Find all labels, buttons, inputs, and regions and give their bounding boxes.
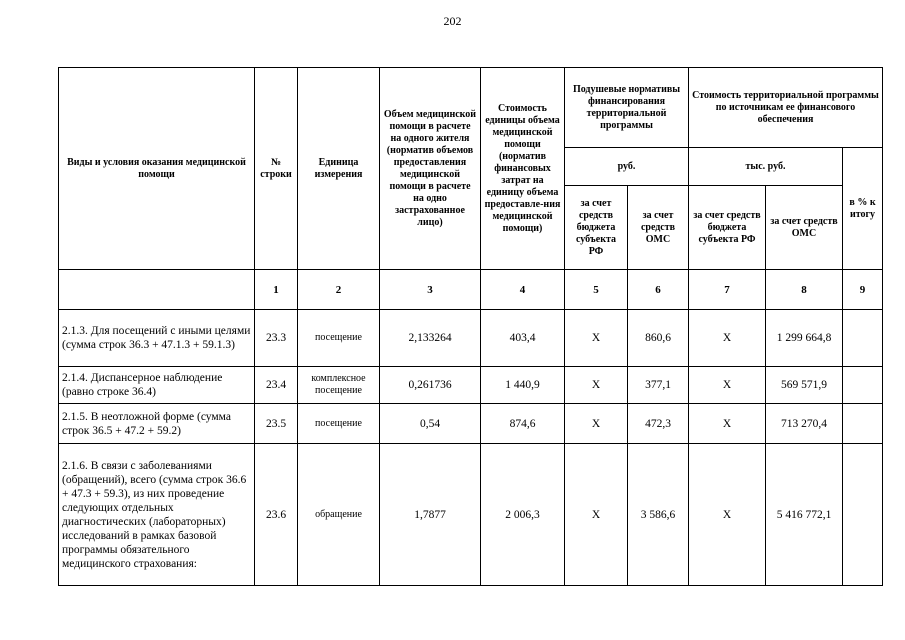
header-unit-rub: руб.: [565, 148, 689, 186]
column-number: 4: [481, 270, 565, 310]
header-line-no: № строки: [255, 68, 298, 270]
row-percent: [843, 310, 883, 367]
column-number: 6: [628, 270, 689, 310]
table-row: [59, 404, 883, 444]
row-line-no: 23.3: [255, 310, 298, 367]
row-oms-rub: 860,6: [628, 310, 689, 367]
page-number: 202: [443, 14, 462, 28]
header-oms-rub: за счет средств ОМС: [628, 186, 689, 270]
header-volume: Объем медицинской помощи в расчете на одного жителя (норматив объемов предоставления медицинской помощи в расчете на одно застрахованное лицо): [380, 68, 481, 270]
row-budget-rub: X: [565, 367, 628, 404]
row-budget-thous: X: [689, 404, 766, 444]
row-line-no: 23.4: [255, 367, 298, 404]
row-name: 2.1.6. В связи с заболеваниями (обращений), всего (сумма строк 36.6 + 47.3 + 59.3), из них проведение следующих отдельных диагностических (лабораторных) исследований в рамках базовой программы обязательного медицинского страхования:: [59, 444, 255, 586]
row-oms-thous: 5 416 772,1: [766, 444, 843, 586]
row-unit-cost: 1 440,9: [481, 367, 565, 404]
header-unit-cost: Стоимость единицы объема медицинской помощи (норматив финансовых затрат на единицу объема предоставле-ния медицинской помощи): [481, 68, 565, 270]
column-numbers-row: [59, 270, 883, 310]
row-oms-thous: 1 299 664,8: [766, 310, 843, 367]
column-number: 1: [255, 270, 298, 310]
table-row: [59, 310, 883, 367]
row-unit: посещение: [298, 310, 380, 367]
row-budget-thous: X: [689, 310, 766, 367]
column-number: [59, 270, 255, 310]
row-volume: 1,7877: [380, 444, 481, 586]
row-volume: 0,261736: [380, 367, 481, 404]
column-number: 5: [565, 270, 628, 310]
row-unit: посещение: [298, 404, 380, 444]
header-budget-thous: за счет средств бюджета субъекта РФ: [689, 186, 766, 270]
row-name: 2.1.5. В неотложной форме (сумма строк 36.5 + 47.2 + 59.2): [59, 404, 255, 444]
row-line-no: 23.6: [255, 444, 298, 586]
header-program-cost: Стоимость территориальной программы по источникам ее финансового обеспечения: [689, 68, 883, 148]
row-budget-thous: X: [689, 444, 766, 586]
row-oms-rub: 472,3: [628, 404, 689, 444]
row-oms-rub: 377,1: [628, 367, 689, 404]
header-percent: в % к итогу: [843, 148, 883, 270]
column-number: 3: [380, 270, 481, 310]
row-volume: 0,54: [380, 404, 481, 444]
row-budget-thous: X: [689, 367, 766, 404]
row-unit: обращение: [298, 444, 380, 586]
row-line-no: 23.5: [255, 404, 298, 444]
header-budget-rub: за счет средств бюджета субъекта РФ: [565, 186, 628, 270]
row-unit-cost: 403,4: [481, 310, 565, 367]
row-oms-thous: 713 270,4: [766, 404, 843, 444]
row-percent: [843, 367, 883, 404]
row-budget-rub: X: [565, 310, 628, 367]
row-name: 2.1.4. Диспансерное наблюдение (равно строке 36.4): [59, 367, 255, 404]
column-number: 2: [298, 270, 380, 310]
column-number: 8: [766, 270, 843, 310]
column-number: 7: [689, 270, 766, 310]
row-unit-cost: 2 006,3: [481, 444, 565, 586]
row-budget-rub: X: [565, 444, 628, 586]
header-oms-thous: за счет средств ОМС: [766, 186, 843, 270]
row-percent: [843, 404, 883, 444]
header-per-capita-norms: Подушевые нормативы финансирования территориальной программы: [565, 68, 689, 148]
header-unit-thous-rub: тыс. руб.: [689, 148, 843, 186]
column-number: 9: [843, 270, 883, 310]
table-row: [59, 367, 883, 404]
row-budget-rub: X: [565, 404, 628, 444]
row-unit: комплексное посещение: [298, 367, 380, 404]
header-kinds: Виды и условия оказания медицинской помощи: [59, 68, 255, 270]
row-percent: [843, 444, 883, 586]
row-volume: 2,133264: [380, 310, 481, 367]
row-oms-rub: 3 586,6: [628, 444, 689, 586]
row-oms-thous: 569 571,9: [766, 367, 843, 404]
header-unit: Единица измерения: [298, 68, 380, 270]
row-name: 2.1.3. Для посещений с иными целями (сумма строк 36.3 + 47.1.3 + 59.1.3): [59, 310, 255, 367]
table-row: [59, 444, 883, 586]
cost-table: [58, 67, 883, 586]
row-unit-cost: 874,6: [481, 404, 565, 444]
